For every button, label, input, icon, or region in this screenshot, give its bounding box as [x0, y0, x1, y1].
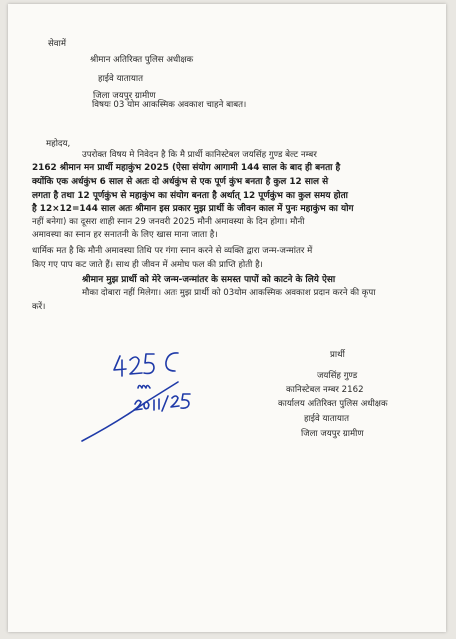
- salutation: सेवामें: [48, 39, 66, 49]
- body-line: क्योंकि एक अर्धकुंभ 6 साल से अतः दो अर्धकुंभ से एक पूर्ण कुंभ बनता है कुल 12 साल से: [32, 177, 329, 187]
- body-line: 2162 श्रीमान मन प्रार्थी महाकुंभ 2025 (ऐसा संयोग आगामी 144 साल के बाद ही बनता है: [32, 163, 341, 173]
- body-line: करें।: [32, 302, 46, 312]
- recipient-district: जिला जयपुर ग्रामीण: [93, 91, 156, 101]
- applicant-office: कार्यालय अतिरिक्त पुलिस अधीक्षक: [278, 399, 388, 409]
- body-line: उपरोक्त विषय मे निवेदन है कि मै प्रार्थी कानिस्टेबल जयसिंह गुण्ड बेल्ट नम्बर: [82, 150, 317, 160]
- leave-application-page: [8, 4, 446, 632]
- applicant-unit: हाईवे यातायात: [304, 414, 349, 424]
- applicant-designation: कानिस्टेबल नम्बर 2162: [286, 385, 364, 395]
- body-line: किए गए पाप कट जाते हैं। साथ ही जीवन में अमोघ फल की प्राप्ति होती है।: [32, 260, 263, 270]
- applicant-district: जिला जयपुर ग्रामीण: [301, 429, 364, 439]
- body-line: अमावस्या का स्नान हर सनातनी के लिए खास माना जाता है।: [32, 230, 218, 240]
- recipient-office: हाईवे यातायात: [98, 74, 143, 84]
- body-line: मौका दोबारा नहीं मिलेगा। अतः मुझ प्रार्थी को 03योम आकस्मिक अवकाश प्रदान करने की कृपा: [82, 288, 376, 298]
- body-line: धार्मिक मत है कि मौनी अमावस्या तिथि पर गंगा स्नान करने से व्यक्ति द्वारा जन्म-जन्मांतर में: [32, 246, 313, 256]
- body-line: नहीं बनेगा) का दूसरा शाही स्नान 29 जनवरी 2025 मौनी अमावस्या के दिन होगा। मौनी: [32, 217, 305, 227]
- closing-label: प्रार्थी: [330, 350, 345, 360]
- body-line: है 12×12=144 साल अतः श्रीमान इस प्रकार मुझ प्रार्थी के जीवन काल में पुनः महाकुंभ का योग: [32, 204, 354, 214]
- body-line: श्रीमान मुझ प्रार्थी को मेरे जन्म-जन्मांतर के समस्त पापों को काटने के लिये ऐसा: [82, 275, 336, 285]
- subject-line: विषयः 03 योम आकस्मिक अवकाश चाहने बाबत।: [92, 100, 247, 110]
- greeting: महोदय,: [46, 139, 71, 149]
- applicant-name: जयसिंह गुण्ड: [317, 371, 358, 381]
- handwritten-endorsement: [8, 4, 446, 632]
- body-line: लगता है तथा 12 पूर्णकुंभ से महाकुंभ का संयोग बनता है अर्थात् 12 पूर्णकुंभ का कुल समय होता: [32, 191, 348, 201]
- recipient-title: श्रीमान अतिरिक्त पुलिस अधीक्षक: [90, 55, 194, 65]
